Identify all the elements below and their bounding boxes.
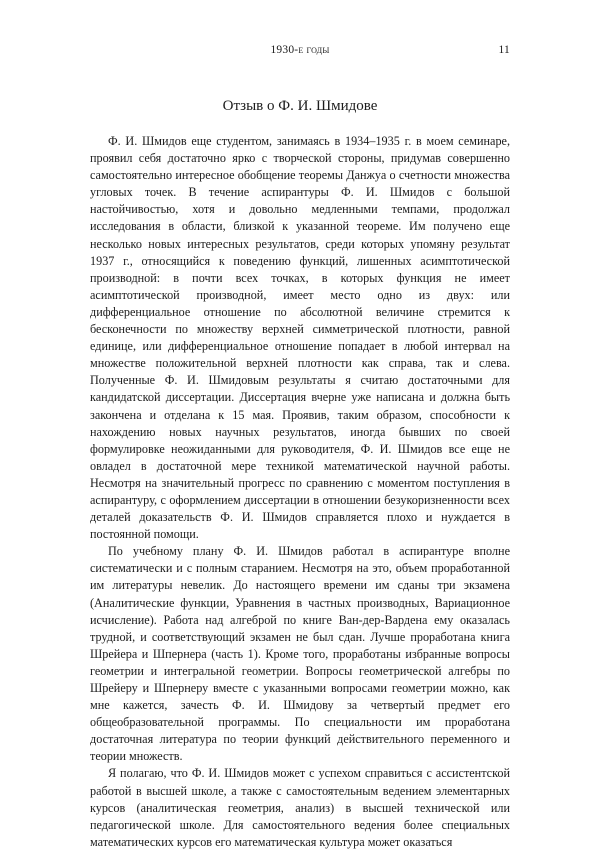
page-number: 11	[498, 44, 510, 56]
paragraph: Ф. И. Шмидов еще студентом, занимаясь в 1934–1935 г. в моем семинаре, проявил себя достаточно ярко с творческой стороны, придумав совершенно самостоятельно интересное обобщение теоремы Данжуа о счетности множества угловых точек. В течение аспирантуры Ф. И. Шмидов с большой настойчивостью, хотя и довольно медленными темпами, продолжал исследования в области, близкой к указанной теореме. Им получено еще несколько новых интересных результатов, среди которых упомяну результат 1937 г., относящийся к поведению функций, лишенных асимптотической производной: в почти всех точках, в которых функция не имеет асимптотической производной, имеет место одно из двух: или дифференциальное отношение по абсолютной величине стремится к бесконечности по множеству верхней симметрической плотности, равной единице, или дифференциальное отношение попадает в любой интервал на множестве положительной верхней плотности как справа, так и слева. Полученные Ф. И. Шмидовым результаты я считаю достаточными для кандидатской диссертации. Диссертация вчерне уже написана и должна быть закончена и отделана к 15 мая. Проявив, таким образом, способности к нахождению новых научных результатов, иногда бывших по своей формулировке неожиданными для руководителя, Ф. И. Шмидов все еще не овладел в достаточной мере техникой математической научной работы. Несмотря на значительный прогресс по сравнению с моментом поступления в аспирантуру, с оформлением диссертации в отношении безукоризненности всех деталей доказательств Ф. И. Шмидов справляется плохо и нуждается в постоянной помощи.	[90, 134, 510, 542]
running-header	[90, 44, 510, 64]
paragraph: По учебному плану Ф. И. Шмидов работал в аспирантуре вполне систематически и с полным старанием. Несмотря на это, объем проработанной им литературы невелик. До настоящего времени им сданы три экзамена (Аналитические функции, Уравнения в частных производных, Вариационное исчисление). Работа над алгеброй по книге Ван-дер-Вардена ему оказалась трудной, и соответствующий экзамен не был сдан. Лучше проработана книга Шрейера и Шпернера (часть 1). Кроме того, проработаны избранные вопросы геометрии и интегральной геометрии. Вопросы геометрической алгебры по Шрейеру и Шпернеру вместе с указанными вопросами геометрии можно, как мне кажется, зачесть Ф. И. Шмидову за четвертый предмет его общеобразовательной программы. По специальности им проработана достаточная литература по теории функций действительного переменного и теории множеств.	[90, 544, 510, 764]
running-title: 1930-е годы	[270, 44, 330, 56]
paragraph: Я полагаю, что Ф. И. Шмидов может с успехом справиться с ассистентской работой в высшей школе, а также с самостоятельным ведением элементарных курсов (аналитическая геометрия, анализ) в высшей технической или педагогической школе. Для самостоятельного ведения более специальных математических курсов его математическая культура может оказаться	[90, 766, 510, 849]
article-body	[90, 133, 510, 851]
article-title: Отзыв о Ф. И. Шмидове	[222, 98, 378, 114]
